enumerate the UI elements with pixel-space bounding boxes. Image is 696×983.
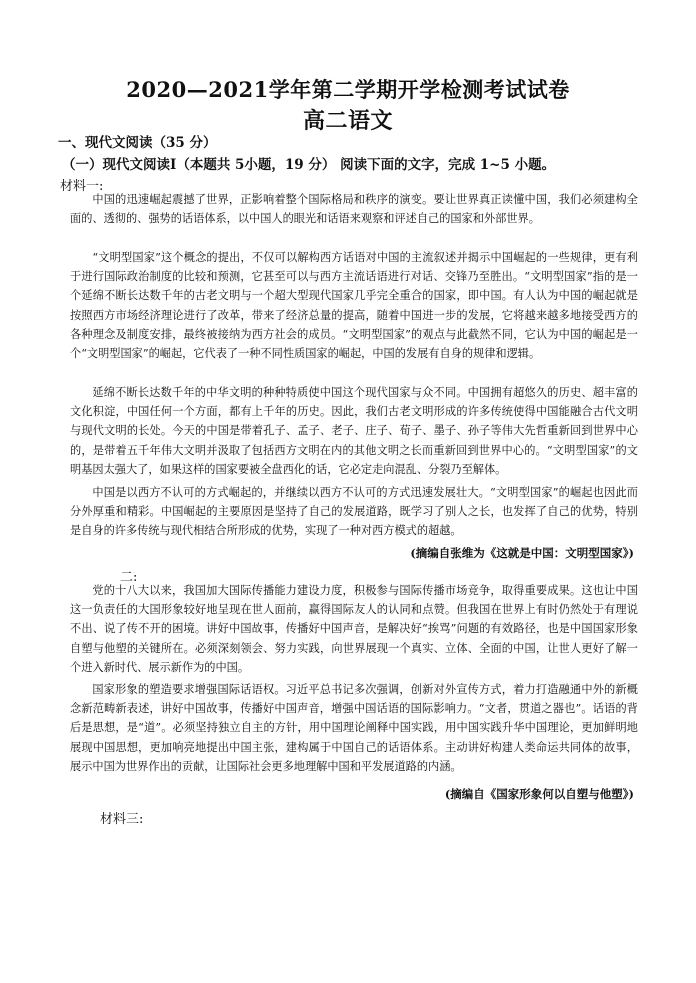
material-three-label: 材料三: <box>100 812 144 827</box>
material-one-paragraph: “文明型国家”这个概念的提出，不仅可以解构西方话语对中国的主流叙述并揭示中国崛起的一些规律，更有利于进行国际政治制度的比较和预测，它甚至可以与西方主流话语进行对话、交锋乃至胜出。“文明型国家”指的是一个延绵不断长达数千年的古老文明与一个超大型现代国家几乎完全重合的国家，即中国。有人认为中国的崛起就是按照西方市场经济理论进行了改革，带来了经济总量的提高，随着中国进一步的发展，它将越来越多地接受西方的各种理念及制度安排，最终被接纳为西方社会的成员。“文明型国家”的观点与此截然不同，它认为中国的崛起是一个“文明型国家”的崛起，它代表了一种不同性质国家的崛起，中国的发展有自身的规律和逻辑。 <box>70 251 638 361</box>
material-two-paragraph: 党的十八大以来，我国加大国际传播能力建设力度，积极参与国际传播市场竞争，取得重要成果。这也让中国这一负责任的大国形象较好地呈现在世人面前，赢得国际友人的认同和点赞。但我国在世界上有时仍然处于有理说不出、说了传不开的困境。讲好中国故事，传播好中国声音，是解决好“挨骂”问题的有效路径，也是中国国家形象自塑与他塑的关键所在。必须深刻领会、努力实践，向世界展现一个真实、立体、全面的中国，让世人更好了解一个进入新时代、展示新作为的中国。 <box>70 584 638 674</box>
material-two-label: 二: <box>120 570 138 585</box>
material-two-paragraph: 国家形象的塑造要求增强国际话语权。习近平总书记多次强调，创新对外宣传方式，着力打造融通中外的新概念新范畴新表述，讲好中国故事，传播好中国声音，增强中国话语的国际影响力。“文者，贯道之器也”。话语的背后是思想，是“道”。必须坚持独立自主的方针，用中国理论阐释中国实践，用中国实践升华中国理论，更加鲜明地展现中国思想，更加响亮地提出中国主张，建构属于中国自己的话语体系。主动讲好构建人类命运共同体的故事，展示中国为世界作出的贡献，让国际社会更多地理解中国和平发展道路的内涵。 <box>70 683 638 773</box>
material-one-paragraph: 延绵不断长达数千年的中华文明的种种特质使中国这个现代国家与众不同。中国拥有超悠久的历史、超丰富的文化积淀，中国任何一个方面，都有上千年的历史。因此，我们古老文明形成的许多传统使得中国能融合古代文明与现代文明的长处。今天的中国是带着孔子、孟子、老子、庄子、荀子、墨子、孙子等伟大先哲重新回到世界中心的，是带着五千年伟大文明并汲取了包括西方文明在内的其他文明之长而重新回到世界中心的。“文明型国家”的文明基因太强大了，如果这样的国家要被全盘西化的话，它必定走向混乱、分裂乃至解体。 <box>70 386 638 476</box>
question-instructions: （一）现代文阅读Ⅰ（本题共 5小题，19 分） 阅读下面的文字，完成 1~5 小题。 <box>62 157 556 173</box>
exam-subtitle: 高二语文 <box>302 108 393 134</box>
section-heading: 一、现代文阅读（35 分） <box>58 135 217 151</box>
material-one-label: 材料一: <box>60 179 104 194</box>
material-one-paragraph: 中国是以西方不认可的方式崛起的，并继续以西方不认可的方式迅速发展壮大。“文明型国家”的崛起也因此而分外厚重和精彩。中国崛起的主要原因是坚持了自己的发展道路，既学习了别人之长，也发挥了自己的优势，特别是自身的许多传统与现代相结合所形成的优势，实现了一种对西方模式的超越。 <box>70 486 638 538</box>
exam-title: 2020—2021学年第二学期开学检测考试试卷 <box>126 77 570 102</box>
material-two-source: (摘编自《国家形象何以自塑与他塑》) <box>444 787 634 801</box>
material-one-source: (摘编自张维为《这就是中国：文明型国家》) <box>410 546 634 560</box>
material-one-paragraph: 中国的迅速崛起震撼了世界，正影响着整个国际格局和秩序的演变。要让世界真正读懂中国，我们必须建构全面的、透彻的、强势的话语体系，以中国人的眼光和话语来观察和评述自己的国家和外部世界。 <box>70 193 638 226</box>
